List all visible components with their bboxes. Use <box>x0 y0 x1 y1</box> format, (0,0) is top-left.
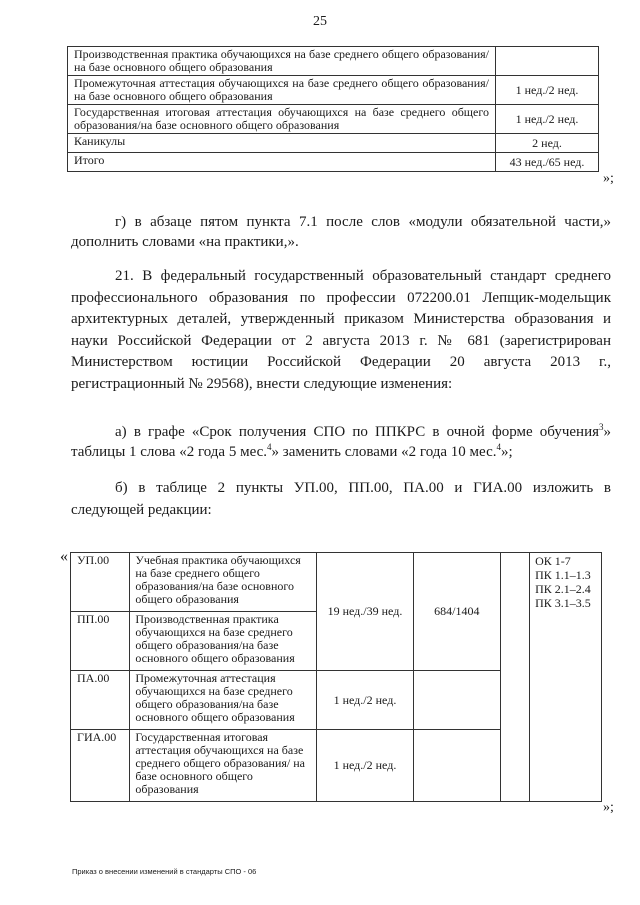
footnote-ref: 4 <box>496 442 501 452</box>
item-volume: 19 нед./39 нед. <box>316 553 413 671</box>
paragraph-a-text: » заменить словами «2 года 10 мес. <box>271 444 497 460</box>
competency-item: ОК 1-7 <box>535 554 571 568</box>
footnote-ref: 3 <box>599 422 604 432</box>
item-code: ПА.00 <box>71 671 130 730</box>
table-cell-text: Государственная итоговая аттестация обучающихся на базе среднего общего образования/на базе основного общего образования <box>68 105 496 134</box>
footnote-ref: 4 <box>267 442 272 452</box>
competency-item: ПК 1.1–1.3 <box>535 568 591 582</box>
table-cell-text: Производственная практика обучающихся на базе среднего общего образования/на базе основного общего образования <box>68 47 496 76</box>
paragraph-g: г) в абзаце пятом пункта 7.1 после слов «модули обязательной части,» дополнить словами «на практики,». <box>71 214 611 250</box>
item-hours <box>413 730 500 802</box>
opening-quote: « <box>60 548 68 565</box>
item-hours <box>413 671 500 730</box>
table-cell-value: 1 нед./2 нед. <box>496 76 599 105</box>
page-number: 25 <box>313 14 327 29</box>
competency-item: ПК 3.1–3.5 <box>535 596 591 610</box>
table-row <box>68 76 599 105</box>
item-volume: 1 нед./2 нед. <box>316 730 413 802</box>
table-row <box>68 134 599 153</box>
table-cell-value <box>496 47 599 76</box>
practice-summary-table <box>67 46 599 172</box>
table-cell-text: Промежуточная аттестация обучающихся на базе среднего общего образования/на базе основного общего образования <box>68 76 496 105</box>
practice-items-table <box>70 552 602 802</box>
paragraph-a-text: » таблицы 1 слова «2 года 5 мес. <box>71 424 611 460</box>
paragraph-a-text: а) в графе «Срок получения СПО по ППКРС в очной форме обучения <box>115 424 599 440</box>
document-footer: Приказ о внесении изменений в стандарты СПО - 06 <box>72 867 257 876</box>
table-cell-text: Каникулы <box>68 134 496 153</box>
item-volume: 1 нед./2 нед. <box>316 671 413 730</box>
table-cell-value: 2 нед. <box>496 134 599 153</box>
competencies-cell <box>530 553 602 802</box>
paragraph-21: 21. В федеральный государственный образовательный стандарт среднего профессионального образования по профессии 072200.01 Лепщик-модельщик архитектурных деталей, утвержденный приказом Министерства образования и науки Российской Федерации от 2 августа 2013 г. № 681 (зарегистрирован Министерством юстиции Российской Федерации 20 августа 2013 г., регистрационный № 29568), внести следующие изменения: <box>71 268 611 392</box>
item-code: УП.00 <box>71 553 130 612</box>
item-name: Государственная итоговая аттестация обучающихся на базе среднего общего образования/ на базе основного общего образования <box>130 730 317 802</box>
item-name: Учебная практика обучающихся на базе среднего общего образования/на базе основного общего образования <box>130 553 317 612</box>
table-row <box>68 105 599 134</box>
paragraph-a-text: »; <box>501 444 513 460</box>
table-row <box>68 153 599 172</box>
item-name: Производственная практика обучающихся на базе среднего общего образования/на базе основного общего образования <box>130 612 317 671</box>
empty-cell <box>500 553 530 802</box>
paragraph-b: б) в таблице 2 пункты УП.00, ПП.00, ПА.00 и ГИА.00 изложить в следующей редакции: <box>71 480 611 518</box>
paragraph-a <box>71 422 611 462</box>
item-hours: 684/1404 <box>413 553 500 671</box>
table-cell-value: 1 нед./2 нед. <box>496 105 599 134</box>
table-cell-text: Итого <box>68 153 496 172</box>
table-row <box>68 47 599 76</box>
closing-quote: »; <box>603 171 614 186</box>
item-code: ПП.00 <box>71 612 130 671</box>
closing-quote: »; <box>603 800 614 815</box>
item-name: Промежуточная аттестация обучающихся на базе среднего общего образования/на базе основного общего образования <box>130 671 317 730</box>
table-cell-value: 43 нед./65 нед. <box>496 153 599 172</box>
item-code: ГИА.00 <box>71 730 130 802</box>
table-row <box>71 553 602 612</box>
competency-item: ПК 2.1–2.4 <box>535 582 591 596</box>
